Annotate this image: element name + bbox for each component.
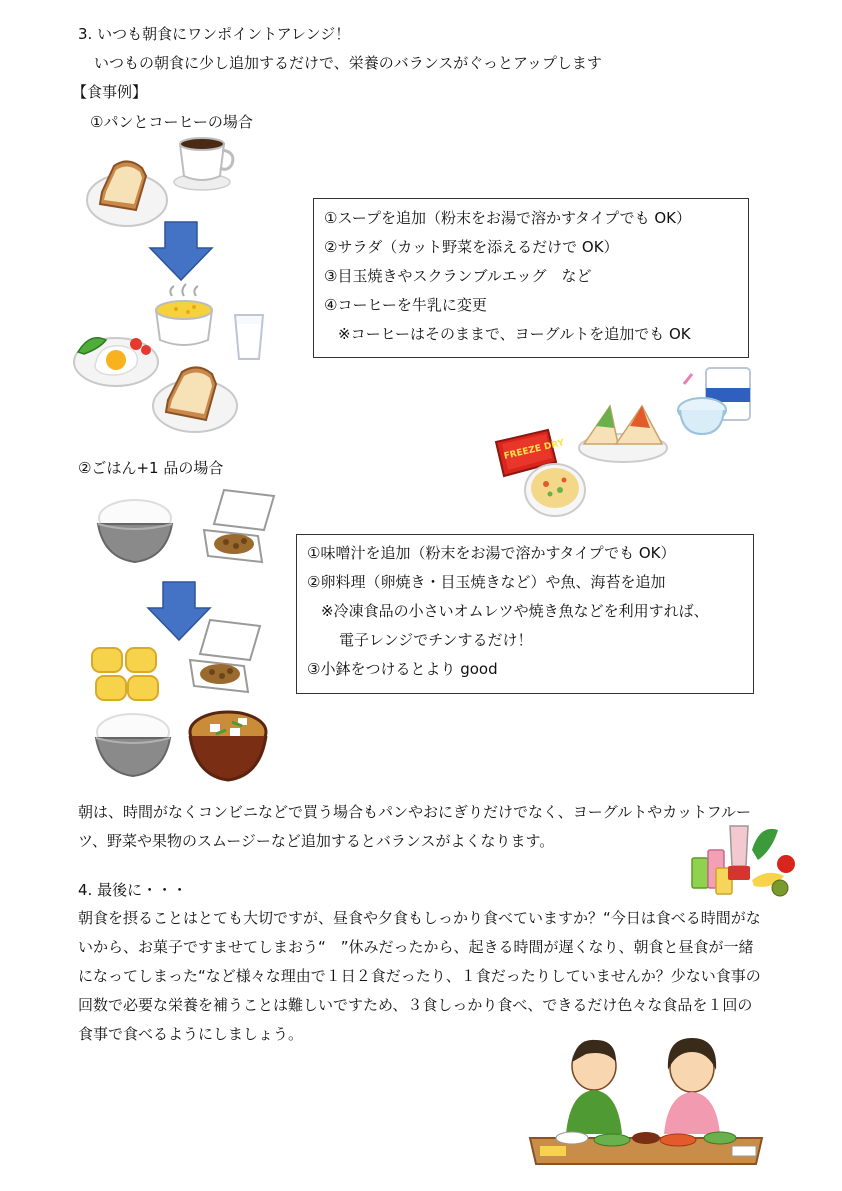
family-eating-icon xyxy=(526,1026,766,1166)
down-arrow-icon xyxy=(148,222,214,282)
case2-tip: ①味噌汁を追加（粉末をお湯で溶かすタイプでも OK） xyxy=(307,544,676,562)
case1-tip: ④コーヒーを牛乳に変更 xyxy=(324,296,487,314)
case2-title: ②ごはん+1 品の場合 xyxy=(78,459,224,477)
case1-tip: ①スープを追加（粉末をお湯で溶かすタイプでも OK） xyxy=(324,209,692,227)
case1-tips-box xyxy=(313,198,749,358)
examples-label: 【食事例】 xyxy=(72,83,148,101)
miso-soup-icon xyxy=(186,704,270,786)
rice-bowl-icon xyxy=(92,706,174,784)
rice-bowl-icon xyxy=(94,492,176,570)
case2-tip-note: ※冷凍食品の小さいオムレツや焼き魚などを利用すれば、 xyxy=(321,602,709,620)
case1-tip: ②サラダ（カット野菜を添えるだけで OK） xyxy=(324,238,619,256)
soup-cup-icon xyxy=(522,460,588,520)
smoothie-icon xyxy=(688,820,800,900)
natto-pack-icon xyxy=(186,616,266,698)
section4-body: 朝食を摂ることはとても大切ですが、昼食や夕食もしっかり食べていますか？“今日は食べる時間がないから、お菓子ですませてしまおう“ ”休みだったから、起きる時間が遅くなり、朝食と昼食が一緒になってしまった“など様々な理由で１日２食だったり、１食だったりしていませんか？少ない食事の回数で必要な栄養を補うことは難しいですため、３食しっかり食べ、できるだけ色々な食品を１回の食事で食べるようにしましょう。 xyxy=(78,909,761,1043)
case1-tip: ③目玉焼きやスクランブルエッグ など xyxy=(324,267,592,285)
coffee-cup-icon xyxy=(172,132,238,192)
case2-tip-note: 電子レンジでチンするだけ！ xyxy=(339,631,533,649)
sandwich-icon xyxy=(576,398,670,464)
case1-tip-note: ※コーヒーはそのままで、ヨーグルトを追加でも OK xyxy=(338,325,691,343)
tamagoyaki-icon xyxy=(86,642,164,706)
natto-pack-icon xyxy=(200,486,280,568)
case2-tip: ②卵料理（卵焼き・目玉焼きなど）や魚、海苔を追加 xyxy=(307,573,666,591)
case2-tips-box xyxy=(296,534,754,694)
fried-egg-plate-icon xyxy=(70,322,162,388)
section3-intro: いつもの朝食に少し追加するだけで、栄養のバランスがぐっとアップします xyxy=(94,54,602,72)
case1-title: ①パンとコーヒーの場合 xyxy=(90,113,253,131)
toast-icon xyxy=(150,360,240,434)
case2-tip: ③小鉢をつけるとより good xyxy=(307,660,498,678)
milk-glass-icon xyxy=(232,312,266,362)
section3-heading: 3. いつも朝食にワンポイントアレンジ！ xyxy=(78,25,351,43)
freeze-dry-label: FREEZE DRY xyxy=(502,438,566,462)
toast-icon xyxy=(84,152,170,230)
convenience-note: 朝は、時間がなくコンビニなどで買う場合もパンやおにぎりだけでなく、ヨーグルトやカットフルーツ、野菜や果物のスムージーなど追加するとバランスがよくなります。 xyxy=(78,803,752,850)
section4-heading: 4. 最後に・・・ xyxy=(78,881,188,899)
yogurt-cup-icon xyxy=(676,362,756,442)
